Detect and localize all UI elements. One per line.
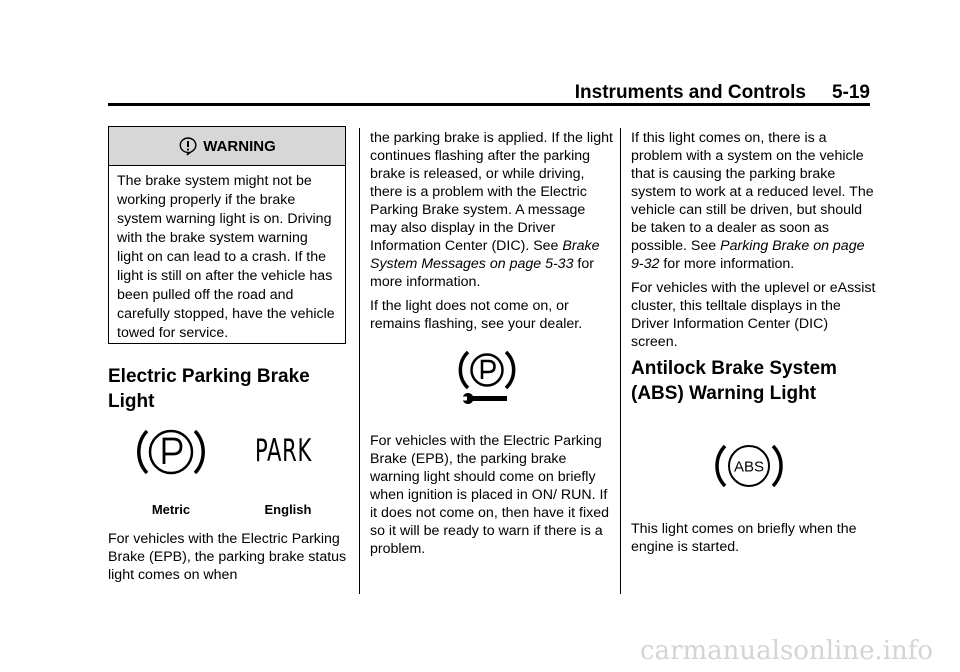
reduced-level-paragraph: If this light comes on, there is a problem with a system on the vehicle that is causing the parking brake system to work at a reduced level. The vehicle can still be driven, but should be taken to a dealer as soon as possible. See Parking Brake on page 9-32 for more information. — [631, 130, 874, 272]
warning-box — [108, 126, 346, 344]
reference-parking-brake: Parking Brake on page 9-32 — [631, 238, 865, 272]
abs-paragraph: This light comes on briefly when the engine is started. — [631, 521, 857, 555]
page-header — [108, 82, 870, 104]
column-2-text — [370, 129, 615, 333]
abs-symbol-text: ABS — [733, 458, 765, 476]
epb-no-light-paragraph: If the light does not come on, or remains flashing, see your dealer. — [370, 298, 583, 332]
warning-text: The brake system might not be working properly if the brake system warning light is on. Driving with the brake system warning light on can lead to a crash. If the light is still on after the vehicle has been pulled off the road and carefully stopped, have the vehicle towed for service. — [117, 173, 335, 341]
header-rule — [108, 103, 870, 106]
warning-speech-icon — [178, 136, 198, 156]
heading-abs-warning-light: Antilock Brake System (ABS) Warning Light — [631, 358, 837, 404]
uplevel-cluster-paragraph: For vehicles with the uplevel or eAssist cluster, this telltale displays in the Driver Information Center (DIC) screen. — [631, 280, 876, 350]
column-divider-1 — [359, 128, 360, 594]
page-number: 5-19 — [831, 82, 870, 103]
warning-header — [109, 127, 345, 166]
epb-warning-paragraph: For vehicles with the Electric Parking Brake (EPB), the parking brake warning light should come on briefly when ignition is placed in ON/ RUN. If it does not come on, then have it fixed so it will be ready to warn if there is a problem. — [370, 433, 609, 557]
parking-brake-metric-icon — [136, 422, 206, 482]
epb-flashing-paragraph: the parking brake is applied. If the light continues flashing after the parking brake is released, or while driving, there is a problem with the Electric Parking Brake system. A message may also display in the Driver Information Center (DIC). See Brake System Messages on page 5-33 for more information. — [370, 130, 613, 290]
epb-status-paragraph: For vehicles with the Electric Parking Brake (EPB), the parking brake status light comes on when — [108, 531, 347, 583]
warning-title: WARNING — [203, 137, 276, 155]
abs-warning-icon — [714, 438, 784, 494]
label-english: English — [264, 502, 312, 517]
park-english-icon: PARK — [255, 433, 312, 469]
column-divider-2 — [620, 128, 621, 594]
parking-brake-wrench-icon — [455, 343, 525, 405]
heading-electric-parking-brake: Electric Parking Brake Light — [108, 366, 310, 412]
watermark: carmanualsonline.info — [640, 636, 934, 666]
column-3-text — [631, 129, 876, 351]
section-title-header: Instruments and Controls — [574, 82, 806, 103]
reference-brake-system-messages: Brake System Messages on page 5-33 — [370, 238, 600, 272]
label-metric: Metric — [151, 502, 191, 517]
